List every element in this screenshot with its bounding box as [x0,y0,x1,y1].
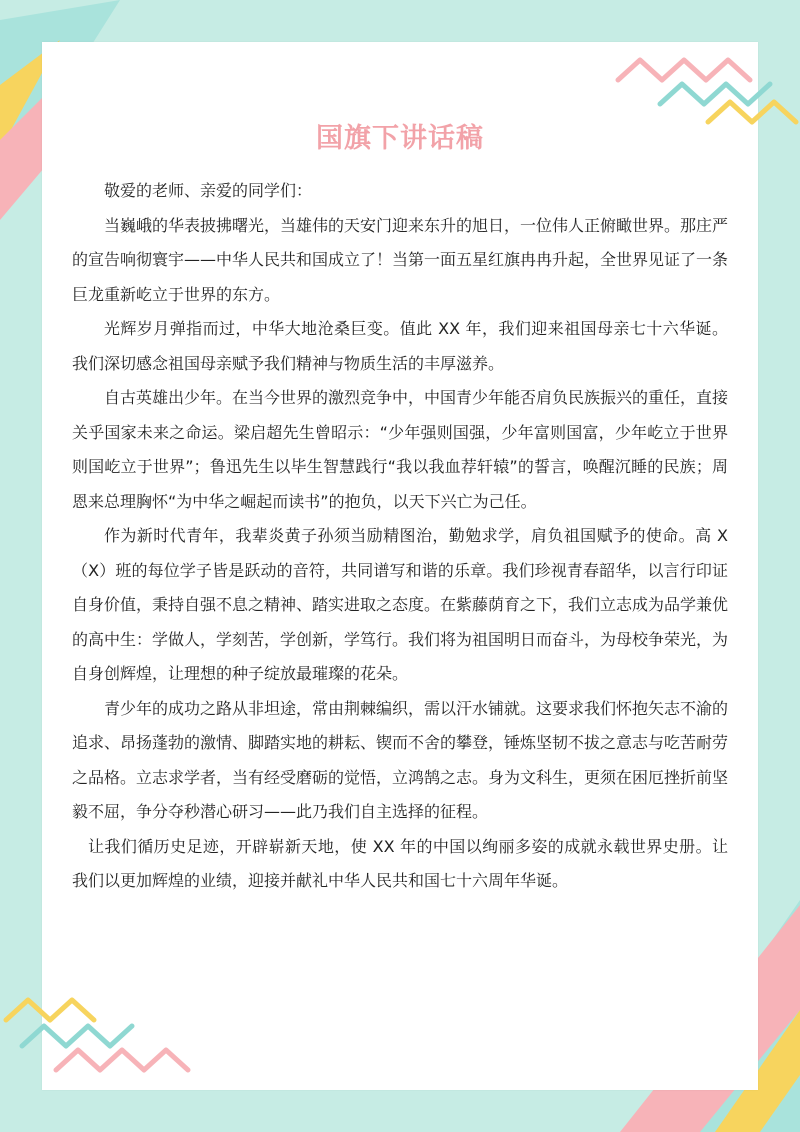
paragraph-1: 当巍峨的华表披拂曙光，当雄伟的天安门迎来东升的旭日，一位伟人正俯瞰世界。那庄严的宣告响彻寰宇——中华人民共和国成立了！当第一面五星红旗冉冉升起，全世界见证了一条巨龙重新屹立于世界的东方。 [72,215,729,304]
speech-body [72,174,728,899]
paragraph-5: 青少年的成功之路从非坦途，常由荆棘编织，需以汗水铺就。这要求我们怀抱矢志不渝的追求、昂扬蓬勃的激情、脚踏实地的耕耘、锲而不舍的攀登，锤炼坚韧不拔之意志与吃苦耐劳之品格。立志求学者，当有经受磨砺的觉悟，立鸿鹄之志。身为文科生，更须在困厄挫折前坚毅不屈，争分夺秒潜心研习——此乃我们自主选择的征程。 [72,698,729,821]
paragraph-3: 自古英雄出少年。在当今世界的激烈竞争中，中国青少年能否肩负民族振兴的重任，直接关乎国家未来之命运。梁启超先生曾昭示：“少年强则国强，少年富则国富，少年屹立于世界则国屹立于世界”；鲁迅先生以毕生智慧践行“我以我血荐轩辕”的誓言，唤醒沉睡的民族；周恩来总理胸怀“为中华之崛起而读书”的抱负，以天下兴亡为己任。 [72,388,729,511]
greeting: 敬爱的老师、亲爱的同学们： [104,181,313,200]
closing-paragraph: 让我们循历史足迹，开辟崭新天地，使 XX 年的中国以绚丽多姿的成就永载世界史册。让我们以更加辉煌的业绩，迎接并献礼中华人民共和国七十六周年华诞。 [72,836,728,890]
paragraph-2: 光辉岁月弹指而过，中华大地沧桑巨变。值此 XX 年，我们迎来祖国母亲七十六华诞。我们深切感念祖国母亲赋予我们精神与物质生活的丰厚滋养。 [72,319,728,373]
document-title: 国旗下讲话稿 [316,123,484,154]
paragraph-4: 作为新时代青年，我辈炎黄子孙须当励精图治，勤勉求学，肩负祖国赋予的使命。高 X（X）班的每位学子皆是跃动的音符，共同谱写和谐的乐章。我们珍视青春韶华，以言行印证自身价值，秉持自强不息之精神、踏实进取之态度。在紫藤荫育之下，我们立志成为品学兼优的高中生：学做人，学刻苦，学创新，学笃行。我们将为祖国明日而奋斗，为母校争荣光，为自身创辉煌，让理想的种子绽放最璀璨的花朵。 [72,526,729,683]
